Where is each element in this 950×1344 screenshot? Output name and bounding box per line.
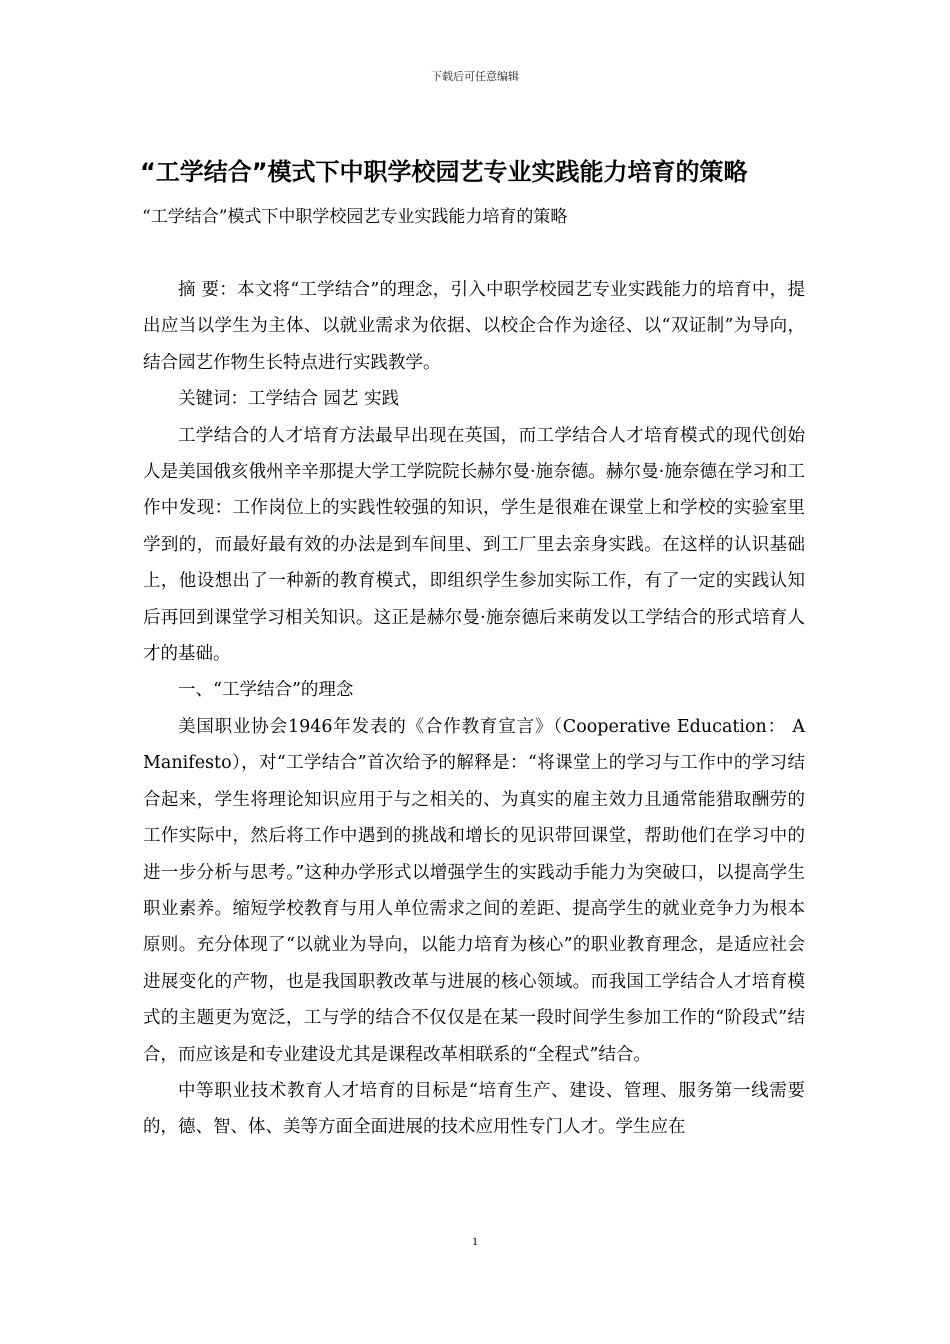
page-header-note: 下载后可任意编辑 — [431, 70, 519, 83]
section-heading: 一、“工学结合”的理念 — [178, 680, 354, 701]
document-subtitle: “工学结合”模式下中职学校园艺专业实践能力培育的策略 — [142, 207, 568, 227]
page-number: 1 — [472, 1234, 478, 1248]
body-paragraph: 美国职业协会1946年发表的《合作教育宣言》（Cooperative Education： A Manifesto），对“工学结合”首次给予的解释是：“将课堂上的学习与工作中的学习结合起来，学生将理论知识应用于与之相关的、为真实的雇主效力且通常能猎取酬劳的工作实际中，然后将工作中遇到的挑战和增长的见识带回课堂，帮助他们在学习中的进一步分析与思考。”这种办学形式以增强学生的实践动手能力为突破口，以提高学生职业素养。缩短学校教育与用人单位需求之间的差距、提高学生的就业竞争力为根本原则。充分体现了“以就业为导向，以能力培育为核心”的职业教育理念，是适应社会进展变化的产物，也是我国职教改革与进展的核心领域。而我国工学结合人才培育模式的主题更为宽泛，工与学的结合不仅仅是在某一段时间学生参加工作的“阶段式”结合，而应该是和专业建设尤其是课程改革相联系的“全程式”结合。 — [143, 716, 805, 1065]
document-body — [143, 272, 805, 1146]
keywords-line: 关键词：工学结合 园艺 实践 — [178, 389, 400, 410]
body-paragraph: 工学结合的人才培育方法最早出现在英国，而工学结合人才培育模式的现代创始人是美国俄亥俄州辛辛那提大学工学院院长赫尔曼·施奈德。赫尔曼·施奈德在学习和工作中发现：工作岗位上的实践性较强的知识，学生是很难在课堂上和学校的实验室里学到的，而最好最有效的办法是到车间里、到工厂里去亲身实践。在这样的认识基础上，他设想出了一种新的教育模式，即组织学生参加实际工作，有了一定的实践认知后再回到课堂学习相关知识。这正是赫尔曼·施奈德后来萌发以工学结合的形式培育人才的基础。 — [143, 425, 805, 665]
abstract-paragraph: 摘 要：本文将“工学结合”的理念，引入中职学校园艺专业实践能力的培育中，提出应当以学生为主体、以就业需求为依据、以校企合作为途径、以“双证制”为导向，结合园艺作物生长特点进行实践教学。 — [143, 280, 805, 373]
document-title: “工学结合”模式下中职学校园艺专业实践能力培育的策略 — [140, 158, 748, 186]
body-paragraph: 中等职业技术教育人才培育的目标是“培育生产、建设、管理、服务第一线需要的，德、智、体、美等方面全面进展的技术应用性专门人才。学生应在 — [143, 1080, 805, 1138]
